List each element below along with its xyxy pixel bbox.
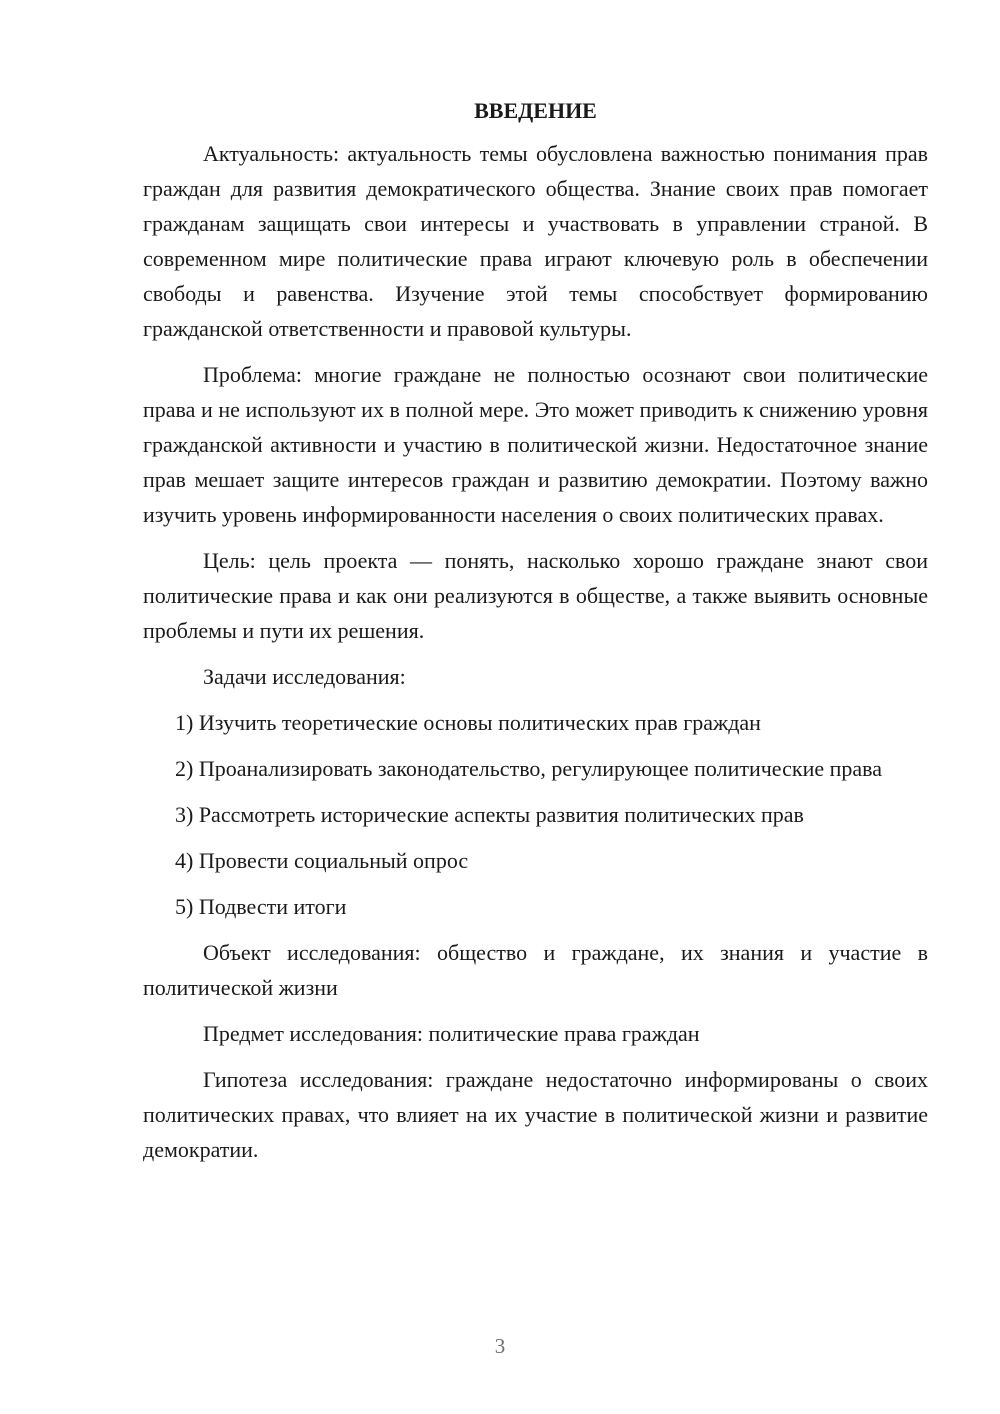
list-item: 1) Изучить теоретические основы политических прав граждан xyxy=(175,710,761,735)
relevance-paragraph: Актуальность: актуальность темы обусловлена важностью понимания прав граждан для развития демократического общества. Знание своих прав помогает гражданам защищать свои интересы и участвовать в управлении страной. В современном мире политические права играют ключевую роль в обеспечении свободы и равенства. Изучение этой темы способствует формированию гражданской ответственности и правовой культуры. xyxy=(143,141,928,341)
page-title: ВВЕДЕНИЕ xyxy=(474,98,597,123)
object-paragraph: Объект исследования: общество и граждане, их знания и участие в политической жизни xyxy=(143,940,928,1000)
list-item: 2) Проанализировать законодательство, регулирующее политические права xyxy=(175,756,883,781)
hypothesis-paragraph: Гипотеза исследования: граждане недостаточно информированы о своих политических правах, что влияет на их участие в политической жизни и развитие демократии. xyxy=(143,1067,928,1162)
list-item: 5) Подвести итоги xyxy=(175,894,347,919)
goal-paragraph: Цель: цель проекта — понять, насколько хорошо граждане знают свои политические права и как они реализуются в обществе, а также выявить основные проблемы и пути их решения. xyxy=(143,548,928,643)
subject-paragraph: Предмет исследования: политические права граждан xyxy=(203,1021,700,1046)
list-item: 3) Рассмотреть исторические аспекты развития политических прав xyxy=(175,802,804,827)
problem-paragraph: Проблема: многие граждане не полностью осознают свои политические права и не используют их в полной мере. Это может приводить к снижению уровня гражданской активности и участию в политической жизни. Недостаточное знание прав мешает защите интересов граждан и развитию демократии. Поэтому важно изучить уровень информированности населения о своих политических правах. xyxy=(143,362,928,527)
document-page xyxy=(143,93,928,1178)
list-item: 4) Провести социальный опрос xyxy=(175,848,469,873)
tasks-list xyxy=(143,705,928,924)
page-number: 3 xyxy=(494,1334,506,1358)
tasks-heading: Задачи исследования: xyxy=(203,664,406,689)
